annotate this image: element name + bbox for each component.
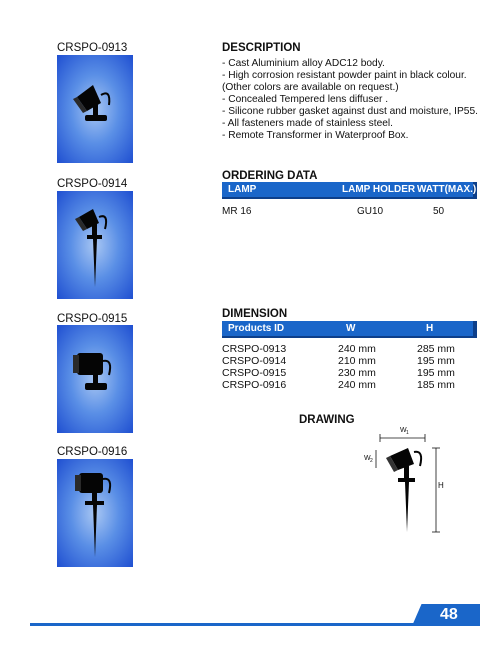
dimension-id: CRSPO-0916 bbox=[222, 379, 287, 391]
h-dimension-line bbox=[432, 448, 440, 532]
ordering-watt-value: 50 bbox=[433, 206, 445, 217]
spotlight-spike-icon bbox=[57, 459, 133, 567]
w2-subscript: 2 bbox=[370, 458, 373, 464]
dimension-title: DIMENSION bbox=[222, 308, 288, 320]
dimension-w: 230 mm bbox=[338, 367, 376, 379]
spotlight-surface-icon bbox=[57, 55, 133, 163]
dimension-w: 240 mm bbox=[338, 379, 376, 391]
product-image-0914 bbox=[57, 191, 133, 299]
description-line: - Remote Transformer in Waterproof Box. bbox=[222, 130, 409, 141]
h-label: H bbox=[438, 481, 444, 490]
ordering-title: ORDERING DATA bbox=[222, 170, 318, 182]
description-line: - All fasteners made of stainless steel. bbox=[222, 118, 394, 129]
dimension-w: 240 mm bbox=[338, 343, 376, 355]
ordering-lamp-value: MR 16 bbox=[222, 206, 252, 217]
dimension-h: 285 mm bbox=[417, 343, 455, 355]
spotlight-spike-icon bbox=[57, 191, 133, 299]
ordering-holder-value: GU10 bbox=[357, 206, 384, 217]
dimension-header-h: H bbox=[426, 323, 434, 334]
description-line: - High corrosion resistant powder paint in black colour. bbox=[222, 70, 467, 81]
dimension-h: 195 mm bbox=[417, 355, 455, 367]
description-line: - Silicone rubber gasket against dust and moisture, IP55. bbox=[222, 106, 478, 117]
w1-subscript: 1 bbox=[406, 430, 409, 436]
description-title: DESCRIPTION bbox=[222, 42, 301, 54]
drawing-spotlight bbox=[386, 448, 421, 532]
dimension-header-id: Products ID bbox=[228, 323, 285, 334]
dimension-drawing bbox=[360, 420, 460, 540]
description-line: - Cast Aluminium alloy ADC12 body. bbox=[222, 58, 385, 69]
w2-label: W bbox=[364, 455, 371, 462]
product-image-0913 bbox=[57, 55, 133, 163]
ordering-header-holder: LAMP HOLDER bbox=[342, 184, 416, 195]
ordering-header bbox=[222, 182, 477, 199]
dimension-w: 210 mm bbox=[338, 355, 376, 367]
dimension-id: CRSPO-0913 bbox=[222, 343, 287, 355]
page-number: 48 bbox=[440, 606, 458, 623]
spotlight-surface-icon bbox=[57, 325, 133, 433]
product-label-0914: CRSPO-0914 bbox=[57, 178, 128, 190]
product-label-0915: CRSPO-0915 bbox=[57, 313, 128, 325]
dimension-header-w: W bbox=[346, 323, 356, 334]
w1-label: W bbox=[400, 427, 407, 434]
product-image-0915 bbox=[57, 325, 133, 433]
dimension-header bbox=[222, 321, 477, 338]
description-list bbox=[222, 58, 482, 142]
product-label-0913: CRSPO-0913 bbox=[57, 42, 128, 54]
description-line: - Concealed Tempered lens diffuser . bbox=[222, 94, 389, 105]
dimension-h: 185 mm bbox=[417, 379, 455, 391]
dimension-id: CRSPO-0914 bbox=[222, 355, 287, 367]
product-image-0916 bbox=[57, 459, 133, 567]
description-line: (Other colors are available on request.) bbox=[222, 82, 399, 93]
w1-dimension-line bbox=[380, 434, 425, 442]
dimension-id: CRSPO-0915 bbox=[222, 367, 287, 379]
ordering-header-lamp: LAMP bbox=[228, 184, 257, 195]
ordering-header-watt: WATT(MAX.) bbox=[417, 184, 477, 195]
drawing-title: DRAWING bbox=[299, 414, 355, 426]
product-label-0916: CRSPO-0916 bbox=[57, 446, 128, 458]
dimension-h: 195 mm bbox=[417, 367, 455, 379]
